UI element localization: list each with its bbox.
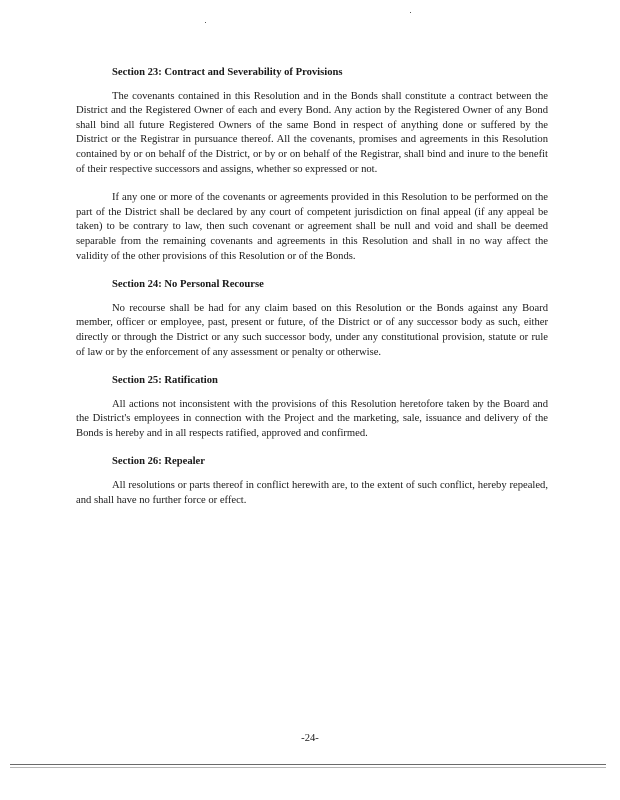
section-24-heading: Section 24: No Personal Recourse — [112, 279, 264, 291]
footer-rule — [10, 764, 606, 765]
section-25-heading: Section 25: Ratification — [112, 375, 218, 387]
page-number: -24- — [301, 733, 319, 744]
scan-speck — [205, 22, 206, 23]
document-body — [76, 66, 548, 522]
footer-rule-secondary — [10, 767, 606, 768]
scan-speck — [410, 12, 411, 13]
section-23-paragraph-1: The covenants contained in this Resolution and in the Bonds shall constitute a contract between the District and the Registered Owner of each and every Bond. Any action by the Registered Owner of any Bond shall bind all future Registered Owners of the same Bond in respect of anything done or suffered by the District or the Registrar in pursuance thereof. All the covenants, promises and agreements in this Resolution contained by or on behalf of the District, or by or on behalf of the Registrar, shall bind and inure to the benefit of their respective successors and assigns, whether so expressed or not. — [76, 90, 548, 175]
section-26-heading: Section 26: Repealer — [112, 456, 205, 468]
section-26-paragraph: All resolutions or parts thereof in conflict herewith are, to the extent of such conflict, hereby repealed, and shall have no further force or effect. — [76, 480, 548, 506]
section-25-paragraph: All actions not inconsistent with the provisions of this Resolution heretofore taken by the Board and the District's employees in connection with the Project and the marketing, sale, issuance and delivery of the Bonds is hereby and in all respects ratified, approved and confirmed. — [76, 398, 548, 439]
section-23-heading: Section 23: Contract and Severability of Provisions — [112, 67, 343, 78]
section-24-paragraph: No recourse shall be had for any claim based on this Resolution or the Bonds against any Board member, officer or employee, past, present or future, of the District or of any successor body as such, either directly or through the District or any such successor body, under any constitutional provision, statute or rule of law or by the enforcement of any assessment or penalty or otherwise. — [76, 302, 548, 358]
section-23-paragraph-2: If any one or more of the covenants or agreements provided in this Resolution to be performed on the part of the District shall be declared by any court of competent jurisdiction on final appeal (if any appeal be taken) to be contrary to law, then such covenant or agreement shall be null and void and shall be deemed separable from the remaining covenants and agreements in this Resolution and shall in no way affect the validity of the other provisions of this Resolution or of the Bonds. — [76, 192, 548, 262]
